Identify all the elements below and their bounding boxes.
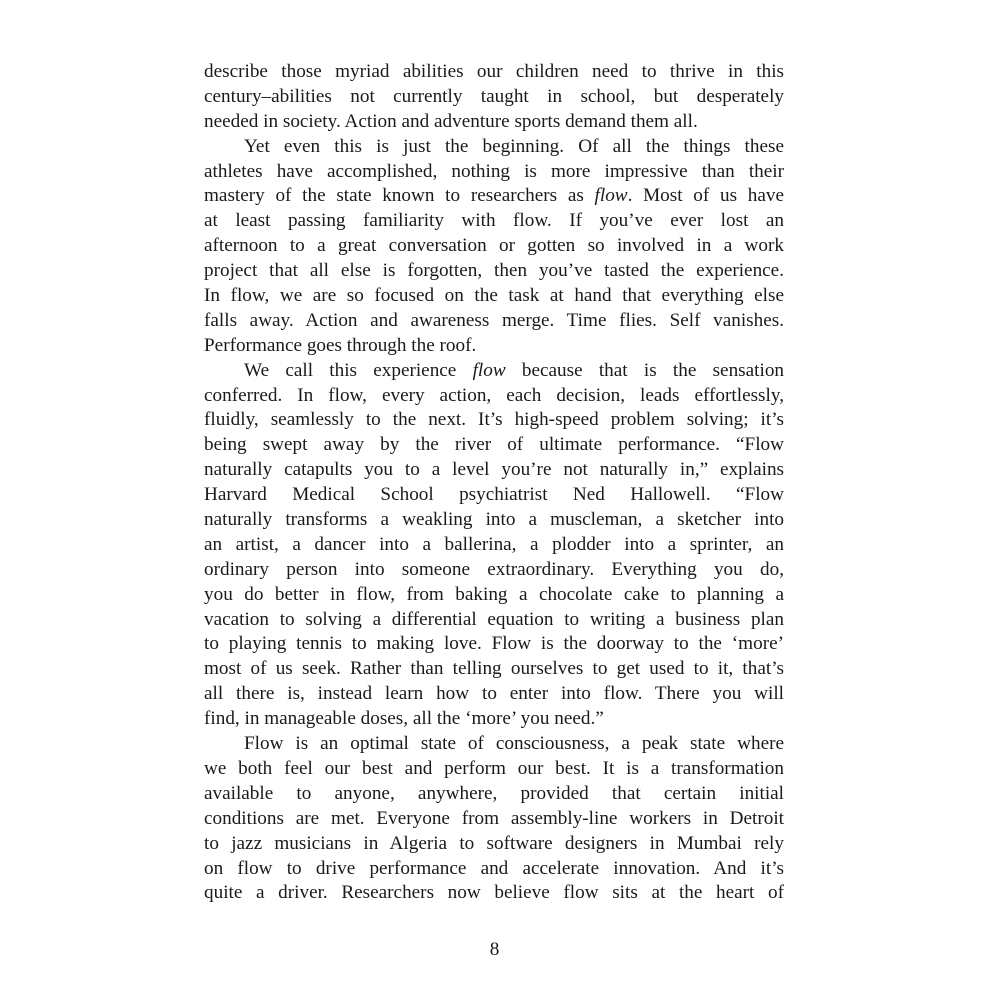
text-line: find, in manageable doses, all the ‘more’ you need.” <box>204 708 604 730</box>
text-line: on flow to drive performance and accelerate innovation. And it’s <box>204 857 784 879</box>
text-line: conferred. In flow, every action, each decision, leads effortlessly, <box>204 384 784 406</box>
text-line: We call this experience flow because that is the sensation <box>244 359 785 381</box>
text-line: conditions are met. Everyone from assembly-line workers in Detroit <box>204 807 784 829</box>
text-line: available to anyone, anywhere, provided that certain initial <box>204 782 784 804</box>
text-line: afternoon to a great conversation or gotten so involved in a work <box>204 235 784 257</box>
text-line: athletes have accomplished, nothing is more impressive than their <box>204 160 784 182</box>
text-line: needed in society. Action and adventure sports demand them all. <box>204 110 698 132</box>
text-line: naturally transforms a weakling into a muscleman, a sketcher into <box>204 509 784 531</box>
text-line: In flow, we are so focused on the task at hand that everything else <box>204 285 784 307</box>
paragraph <box>204 60 784 135</box>
text-line: Flow is an optimal state of consciousness, a peak state where <box>244 733 784 755</box>
text-line: at least passing familiarity with flow. If you’ve ever lost an <box>204 210 784 232</box>
text-line: being swept away by the river of ultimate performance. “Flow <box>204 434 784 456</box>
body-text <box>204 60 784 906</box>
text-line: Performance goes through the roof. <box>204 334 477 356</box>
text-line: Harvard Medical School psychiatrist Ned Hallowell. “Flow <box>204 484 784 506</box>
paragraph <box>204 359 784 732</box>
text-line: project that all else is forgotten, then you’ve tasted the experience. <box>204 260 784 282</box>
text-line: mastery of the state known to researchers as flow. Most of us have <box>204 185 784 207</box>
text-line: Yet even this is just the beginning. Of all the things these <box>244 135 784 157</box>
text-line: fluidly, seamlessly to the next. It’s high-speed problem solving; it’s <box>204 409 784 431</box>
text-line: ordinary person into someone extraordinary. Everything you do, <box>204 558 784 580</box>
text-line: naturally catapults you to a level you’re not naturally in,” explains <box>204 459 784 481</box>
text-line: quite a driver. Researchers now believe flow sits at the heart of <box>204 882 784 904</box>
text-line: you do better in flow, from baking a chocolate cake to planning a <box>204 583 784 605</box>
text-line: describe those myriad abilities our children need to thrive in this <box>204 61 784 82</box>
text-line: an artist, a dancer into a ballerina, a plodder into a sprinter, an <box>204 533 784 555</box>
text-line: vacation to solving a differential equation to writing a business plan <box>204 608 784 630</box>
text-line: all there is, instead learn how to enter into flow. There you will <box>204 683 784 705</box>
paragraph <box>204 732 784 906</box>
text-line: to playing tennis to making love. Flow is the doorway to the ‘more’ <box>204 633 784 655</box>
page-number: 8 <box>489 939 500 960</box>
text-line: century–abilities not currently taught in school, but desperately <box>204 85 784 107</box>
paragraph <box>204 135 784 359</box>
text-line: most of us seek. Rather than telling ourselves to get used to it, that’s <box>204 658 784 680</box>
text-line: to jazz musicians in Algeria to software designers in Mumbai rely <box>204 832 784 854</box>
text-line: falls away. Action and awareness merge. Time flies. Self vanishes. <box>204 309 784 331</box>
text-line: we both feel our best and perform our best. It is a transformation <box>204 757 784 779</box>
